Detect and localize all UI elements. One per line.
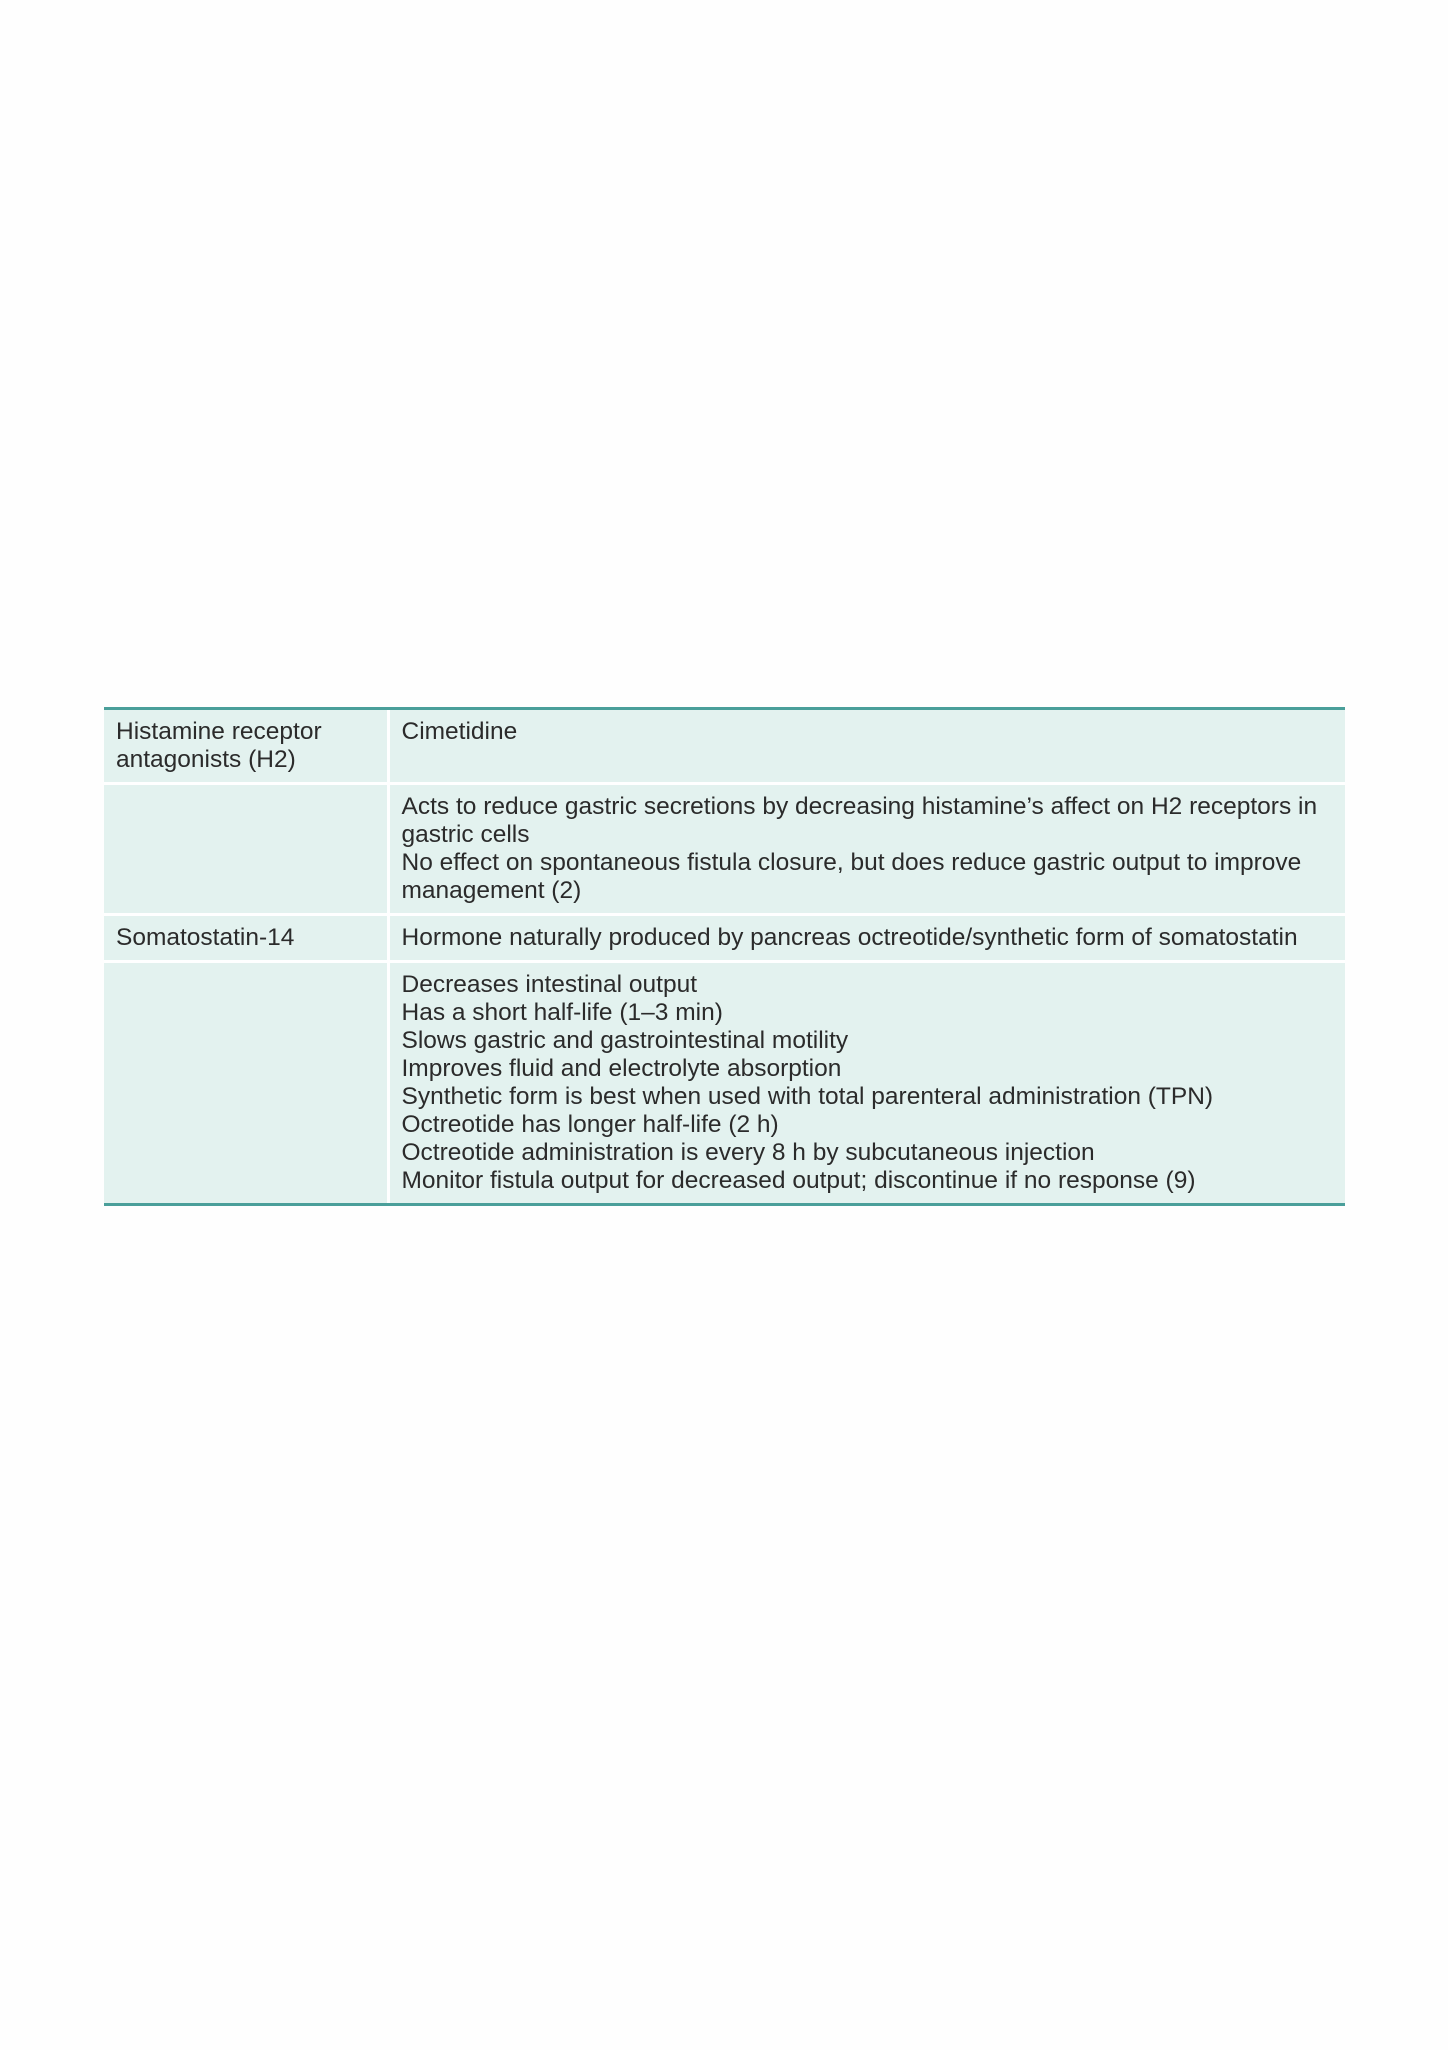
category-label: Histamine receptor antagonists (H2) <box>116 718 322 773</box>
description-line: Has a short half-life (1–3 min) <box>401 999 723 1026</box>
category-cell <box>104 710 388 784</box>
table-row <box>104 710 1345 784</box>
description-line: Decreases intestinal output <box>401 971 698 998</box>
category-cell <box>104 962 388 1204</box>
category-cell <box>104 784 388 915</box>
description-line: Hormone naturally produced by pancreas octreotide/synthetic form of somatostatin <box>401 924 1298 951</box>
table-row <box>104 784 1345 915</box>
description-line: No effect on spontaneous fistula closure, but does reduce gastric output to improve management (2) <box>401 849 1302 904</box>
table-row <box>104 915 1345 962</box>
description-cell <box>388 710 1345 784</box>
description-line: Octreotide has longer half-life (2 h) <box>401 1111 779 1138</box>
description-line: Acts to reduce gastric secretions by decreasing histamine’s affect on H2 receptors in gastric cells <box>401 793 1318 848</box>
description-line: Slows gastric and gastrointestinal motility <box>401 1027 849 1054</box>
medication-table-grid <box>104 710 1345 1203</box>
table-row <box>104 962 1345 1204</box>
description-cell <box>388 962 1345 1204</box>
description-cell <box>388 915 1345 962</box>
drug-name: Cimetidine <box>401 718 518 745</box>
category-cell <box>104 915 388 962</box>
description-line: Octreotide administration is every 8 h by subcutaneous injection <box>401 1139 1095 1166</box>
description-line: Monitor fistula output for decreased output; discontinue if no response (9) <box>401 1167 1196 1194</box>
medication-table <box>104 707 1345 1206</box>
category-label: Somatostatin-14 <box>116 924 295 951</box>
description-cell <box>388 784 1345 915</box>
description-line: Synthetic form is best when used with total parenteral administration (TPN) <box>401 1083 1214 1110</box>
description-line: Improves fluid and electrolyte absorption <box>401 1055 842 1082</box>
